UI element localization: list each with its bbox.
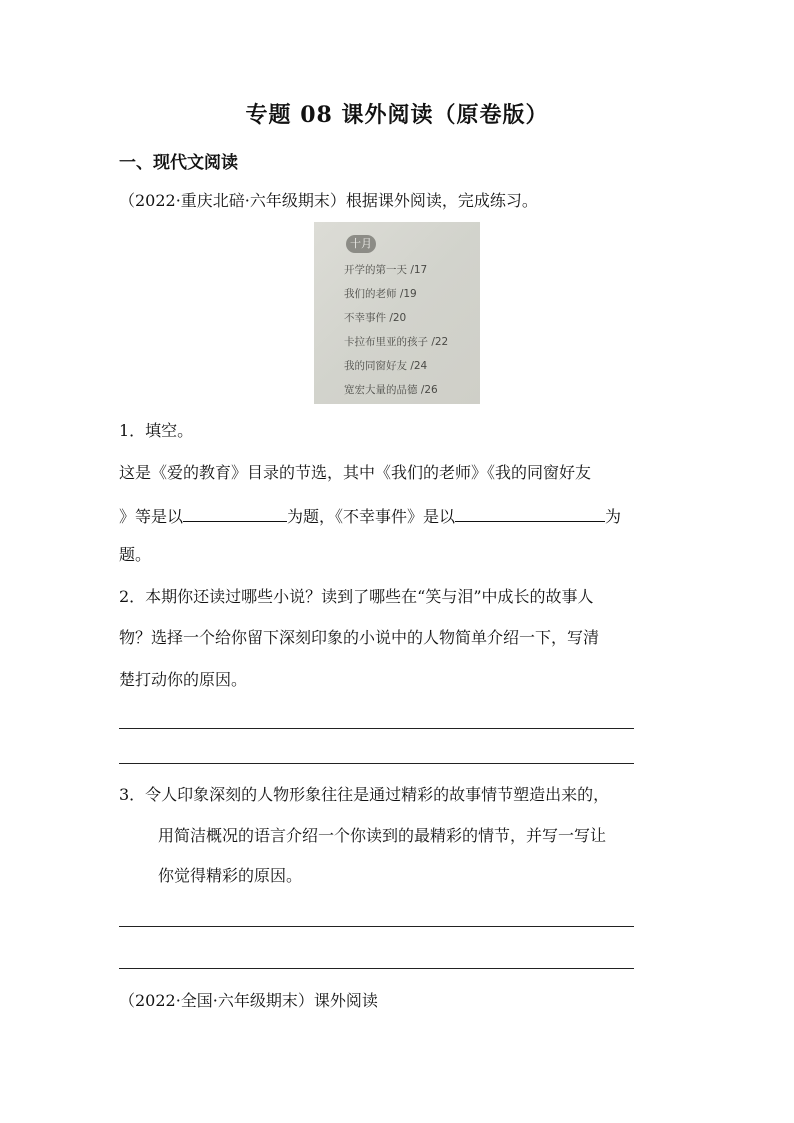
q1-text: 为 — [605, 507, 622, 526]
toc-row: 宽宏大量的品德 /26 — [344, 384, 438, 396]
toc-row: 卡拉布里亚的孩子 /22 — [344, 336, 449, 348]
q2-text-line: 物？选择一个给你留下深刻印象的小说中的人物简单介绍一下，写清 — [119, 628, 600, 647]
q3-answer-line[interactable] — [119, 926, 634, 927]
toc-row: 我的同窗好友 /24 — [344, 360, 428, 372]
toc-month-badge: 十月 — [346, 235, 376, 253]
q1-text: 》等是以 — [119, 507, 184, 526]
source-line: （2022·重庆北碚·六年级期末）根据课外阅读，完成练习。 — [119, 191, 538, 210]
page-title: 专题 08 课外阅读（原卷版） — [245, 102, 549, 128]
toc-photo — [314, 222, 480, 404]
q3-text-line: 用简洁概况的语言介绍一个你读到的最精彩的情节，并写一写让 — [158, 826, 607, 845]
q1-fill-line — [119, 505, 674, 527]
q3-answer-line[interactable] — [119, 968, 634, 969]
q1-blank-2[interactable] — [455, 505, 605, 522]
q2-text-line: 楚打动你的原因。 — [119, 670, 248, 689]
toc-row: 我们的老师 /19 — [344, 288, 417, 300]
section-heading: 一、现代文阅读 — [119, 153, 238, 173]
q2-answer-line[interactable] — [119, 728, 634, 729]
q1-text-line: 这是《爱的教育》目录的节选，其中《我们的老师》《我的同窗好友 — [119, 463, 592, 482]
q2-answer-line[interactable] — [119, 763, 634, 764]
q1-text-line: 题。 — [119, 545, 152, 564]
q1-blank-1[interactable] — [183, 505, 287, 522]
q2-text-line: 2．本期你还读过哪些小说？读到了哪些在“笑与泪”中成长的故事人 — [119, 587, 594, 606]
q1-label: 1．填空。 — [119, 421, 194, 440]
toc-row: 开学的第一天 /17 — [344, 264, 428, 276]
q3-text-line: 你觉得精彩的原因。 — [158, 866, 303, 885]
toc-row: 不幸事件 /20 — [344, 312, 407, 324]
source-line: （2022·全国·六年级期末）课外阅读 — [119, 991, 378, 1010]
q3-text-line: 3．令人印象深刻的人物形象往往是通过精彩的故事情节塑造出来的， — [119, 785, 610, 804]
q1-text: 为题，《不幸事件》是以 — [287, 507, 456, 526]
